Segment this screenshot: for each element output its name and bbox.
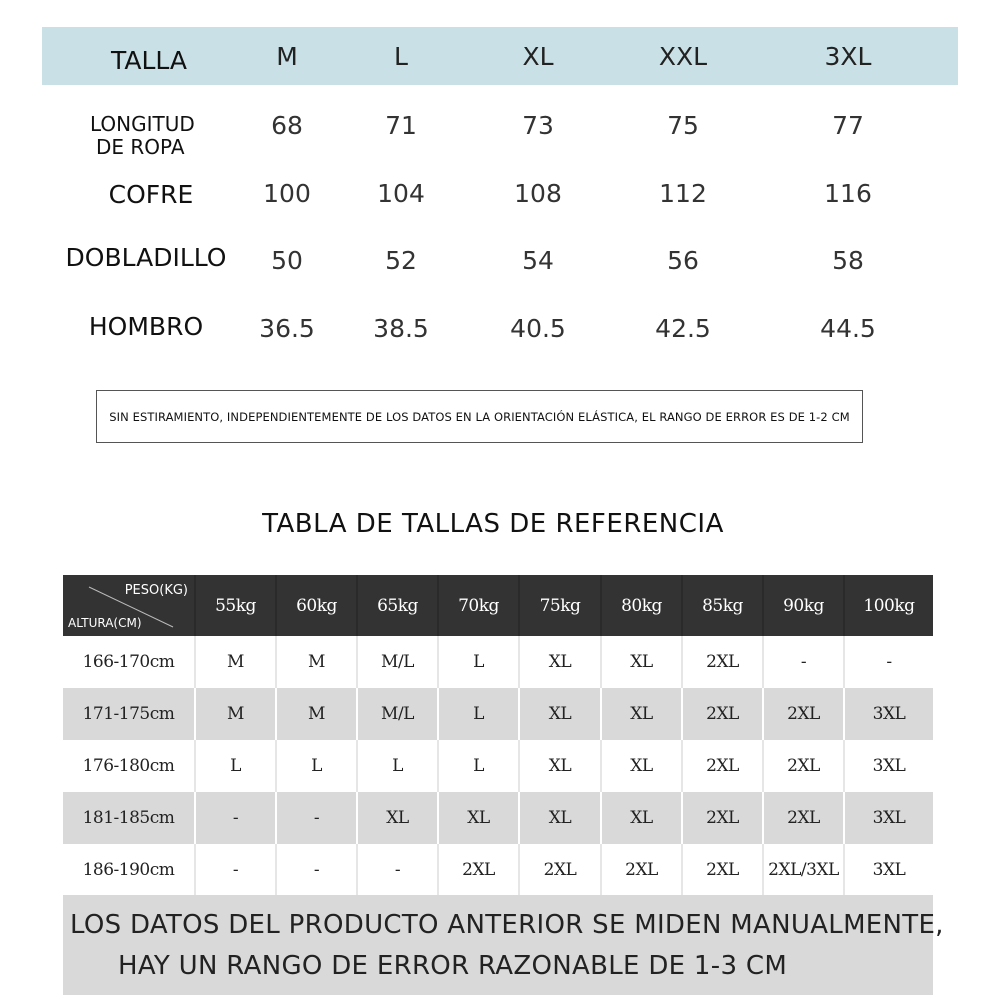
table-row (63, 792, 933, 844)
size-cell: - (762, 636, 843, 688)
size-cell: XL (600, 740, 681, 792)
footer-line-1: LOS DATOS DEL PRODUCTO ANTERIOR SE MIDEN MANUALMENTE, (70, 910, 944, 940)
table-row (63, 636, 933, 688)
hombro-3xl: 44.5 (820, 314, 876, 343)
size-cell: XL (600, 792, 681, 844)
longitud-m: 68 (271, 111, 303, 140)
longitud-xxl: 75 (667, 111, 699, 140)
size-cell: L (437, 688, 518, 740)
hombro-m: 36.5 (259, 314, 315, 343)
weight-header-70: 70kg (437, 575, 518, 636)
cofre-l: 104 (377, 179, 425, 208)
weight-header-85: 85kg (681, 575, 762, 636)
size-header-label: TALLA (111, 46, 187, 75)
reference-table-title: TABLA DE TALLAS DE REFERENCIA (262, 509, 724, 539)
size-header-3xl: 3XL (824, 42, 872, 71)
weight-header-100: 100kg (843, 575, 933, 636)
hombro-xxl: 42.5 (655, 314, 711, 343)
size-cell: 2XL/3XL (762, 844, 843, 896)
footer-line-2: HAY UN RANGO DE ERROR RAZONABLE DE 1-3 CM (118, 951, 788, 981)
size-cell: 2XL (681, 636, 762, 688)
weight-header-55: 55kg (194, 575, 275, 636)
size-cell: XL (600, 688, 681, 740)
dobladillo-xl: 54 (522, 246, 554, 275)
size-cell: M/L (356, 688, 437, 740)
weight-header-65: 65kg (356, 575, 437, 636)
dobladillo-xxl: 56 (667, 246, 699, 275)
longitud-3xl: 77 (832, 111, 864, 140)
size-cell: 2XL (681, 844, 762, 896)
size-cell: L (275, 740, 356, 792)
row-label-cofre: COFRE (108, 180, 194, 209)
table-row (63, 688, 933, 740)
row-label-longitud: LONGITUD DE ROPA (90, 112, 195, 159)
size-cell: M (194, 688, 275, 740)
size-cell: 3XL (843, 688, 933, 740)
size-cell: 2XL (437, 844, 518, 896)
size-cell: - (194, 792, 275, 844)
weight-header-75: 75kg (518, 575, 600, 636)
size-cell: XL (437, 792, 518, 844)
size-cell: XL (600, 636, 681, 688)
size-cell: 2XL (762, 740, 843, 792)
size-cell: 2XL (681, 740, 762, 792)
weight-header-60: 60kg (275, 575, 356, 636)
size-cell: L (194, 740, 275, 792)
size-header-l: L (394, 42, 408, 71)
stretch-note-text: SIN ESTIRAMIENTO, INDEPENDIENTEMENTE DE LOS DATOS EN LA ORIENTACIÓN ELÁSTICA, EL RANGO DE ERROR ES DE 1-2 CM (109, 409, 850, 424)
size-cell: XL (518, 740, 600, 792)
size-cell: - (843, 636, 933, 688)
size-cell: 2XL (518, 844, 600, 896)
corner-weight-label: PESO(KG) (124, 583, 188, 598)
row-label-dobladillo: DOBLADILLO (65, 243, 227, 272)
size-cell: 2XL (681, 792, 762, 844)
hombro-xl: 40.5 (510, 314, 566, 343)
size-cell: XL (518, 688, 600, 740)
size-cell: XL (518, 636, 600, 688)
height-range-cell: 166-170cm (82, 652, 175, 672)
size-cell: M (275, 636, 356, 688)
cofre-xxl: 112 (659, 179, 707, 208)
size-cell: 2XL (681, 688, 762, 740)
corner-header-cell (63, 575, 194, 636)
size-header-xl: XL (522, 42, 554, 71)
table-row (63, 740, 933, 792)
cofre-xl: 108 (514, 179, 562, 208)
dobladillo-l: 52 (385, 246, 417, 275)
cofre-m: 100 (263, 179, 311, 208)
weight-header-90: 90kg (762, 575, 843, 636)
size-cell: 2XL (762, 688, 843, 740)
size-cell: M (275, 688, 356, 740)
weight-header-80: 80kg (600, 575, 681, 636)
size-header-m: M (276, 42, 298, 71)
size-cell: 3XL (843, 844, 933, 896)
size-cell: L (437, 740, 518, 792)
size-cell: XL (356, 792, 437, 844)
height-range-cell: 171-175cm (82, 704, 175, 724)
dobladillo-3xl: 58 (832, 246, 864, 275)
height-range-cell: 186-190cm (82, 860, 175, 880)
size-cell: L (437, 636, 518, 688)
height-range-cell: 181-185cm (82, 808, 175, 828)
size-cell: XL (518, 792, 600, 844)
size-cell: 2XL (762, 792, 843, 844)
longitud-l: 71 (385, 111, 417, 140)
stretch-note-box (96, 390, 863, 443)
size-cell: - (356, 844, 437, 896)
size-cell: - (194, 844, 275, 896)
reference-header-row (63, 575, 933, 636)
size-cell: M/L (356, 636, 437, 688)
cofre-3xl: 116 (824, 179, 872, 208)
size-cell: L (356, 740, 437, 792)
size-cell: 2XL (600, 844, 681, 896)
size-cell: 3XL (843, 792, 933, 844)
table-row (63, 844, 933, 896)
hombro-l: 38.5 (373, 314, 429, 343)
size-cell: - (275, 844, 356, 896)
size-cell: 3XL (843, 740, 933, 792)
size-header-xxl: XXL (658, 42, 708, 71)
longitud-xl: 73 (522, 111, 554, 140)
dobladillo-m: 50 (271, 246, 303, 275)
size-cell: - (275, 792, 356, 844)
corner-height-label: ALTURA(CM) (68, 616, 142, 630)
size-cell: M (194, 636, 275, 688)
row-label-hombro: HOMBRO (88, 312, 204, 341)
height-range-cell: 176-180cm (82, 756, 175, 776)
